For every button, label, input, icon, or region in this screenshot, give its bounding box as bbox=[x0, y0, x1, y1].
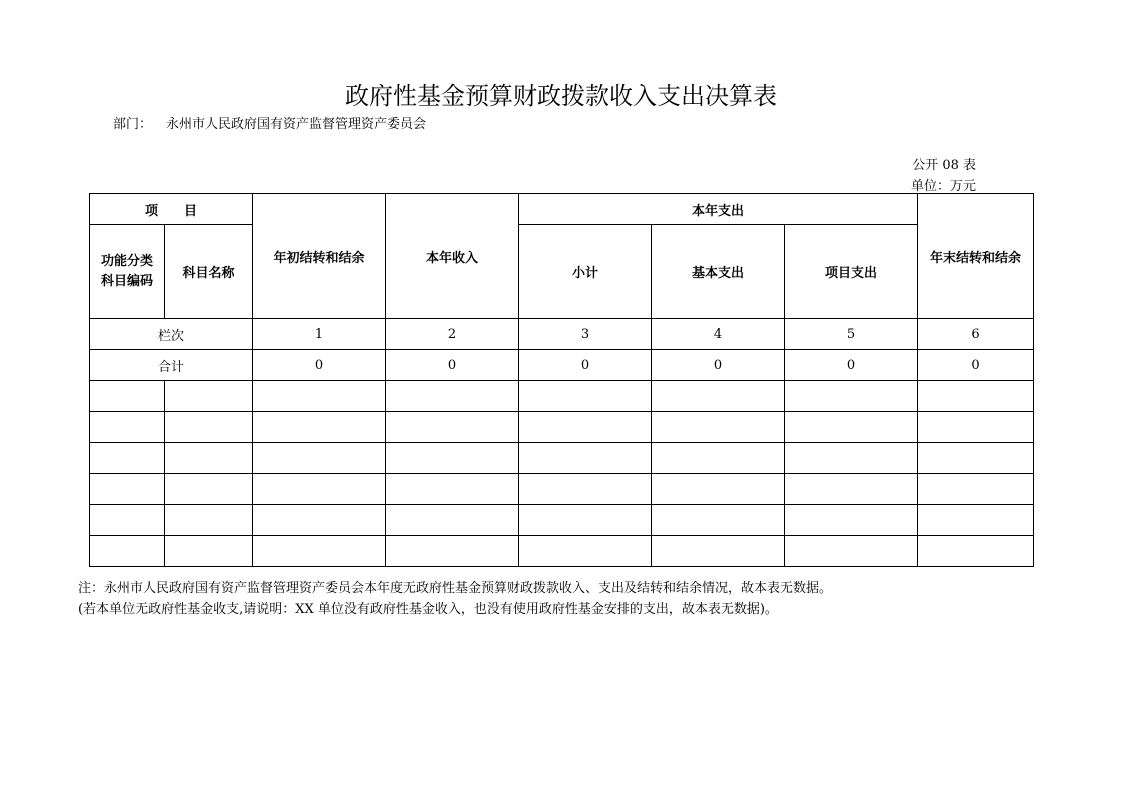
empty-cell bbox=[90, 536, 165, 567]
total-label: 合计 bbox=[90, 350, 253, 381]
page-title: 政府性基金预算财政拨款收入支出决算表 bbox=[345, 82, 777, 110]
empty-cell bbox=[386, 536, 519, 567]
department-label: 部门： bbox=[113, 117, 153, 132]
column-index-cell: 6 bbox=[918, 319, 1034, 350]
form-code: 公开 08 表 bbox=[912, 158, 976, 173]
empty-cell bbox=[386, 381, 519, 412]
empty-cell bbox=[165, 536, 253, 567]
empty-cell bbox=[918, 381, 1034, 412]
empty-cell bbox=[386, 505, 519, 536]
budget-table bbox=[89, 193, 1034, 567]
empty-cell bbox=[918, 505, 1034, 536]
column-index-cell: 3 bbox=[519, 319, 652, 350]
department-name: 永州市人民政府国有资产监督管理资产委员会 bbox=[166, 117, 427, 132]
empty-cell bbox=[386, 443, 519, 474]
empty-row bbox=[90, 381, 1034, 412]
empty-cell bbox=[785, 412, 918, 443]
empty-cell bbox=[918, 536, 1034, 567]
header-basic-expense: 基本支出 bbox=[652, 225, 785, 319]
header-func-code bbox=[90, 225, 165, 319]
header-subject-name: 科目名称 bbox=[165, 225, 253, 319]
empty-cell bbox=[519, 443, 652, 474]
header-func-code-line1: 功能分类 bbox=[100, 253, 153, 269]
header-func-code-line2: 科目编码 bbox=[100, 273, 153, 289]
empty-cell bbox=[519, 474, 652, 505]
empty-cell bbox=[652, 443, 785, 474]
empty-cell bbox=[165, 505, 253, 536]
column-index-cell: 5 bbox=[785, 319, 918, 350]
empty-cell bbox=[90, 381, 165, 412]
empty-cell bbox=[386, 412, 519, 443]
header-closing-balance: 年末结转和结余 bbox=[918, 194, 1034, 319]
empty-cell bbox=[90, 443, 165, 474]
column-index-cell: 4 bbox=[652, 319, 785, 350]
empty-cell bbox=[785, 536, 918, 567]
empty-cell bbox=[253, 412, 386, 443]
empty-cell bbox=[785, 474, 918, 505]
empty-cell bbox=[918, 412, 1034, 443]
empty-cell bbox=[165, 443, 253, 474]
header-row-1 bbox=[90, 194, 1034, 225]
empty-cell bbox=[90, 474, 165, 505]
unit-label: 单位：万元 bbox=[910, 179, 976, 194]
header-row-2 bbox=[90, 225, 1034, 319]
header-current-expense: 本年支出 bbox=[519, 194, 918, 225]
empty-cell bbox=[253, 443, 386, 474]
header-opening-balance: 年初结转和结余 bbox=[253, 194, 386, 319]
empty-cell bbox=[918, 474, 1034, 505]
empty-cell bbox=[253, 536, 386, 567]
total-cell: 0 bbox=[918, 350, 1034, 381]
empty-cell bbox=[652, 412, 785, 443]
empty-cell bbox=[519, 381, 652, 412]
empty-cell bbox=[519, 505, 652, 536]
column-index-label: 栏次 bbox=[90, 319, 253, 350]
column-index-row bbox=[90, 319, 1034, 350]
empty-cell bbox=[253, 474, 386, 505]
total-cell: 0 bbox=[253, 350, 386, 381]
empty-cell bbox=[918, 443, 1034, 474]
total-row bbox=[90, 350, 1034, 381]
empty-cell bbox=[652, 381, 785, 412]
empty-row bbox=[90, 536, 1034, 567]
empty-row bbox=[90, 505, 1034, 536]
empty-cell bbox=[785, 443, 918, 474]
empty-cell bbox=[165, 474, 253, 505]
empty-cell bbox=[90, 505, 165, 536]
empty-cell bbox=[253, 381, 386, 412]
column-index-cell: 2 bbox=[386, 319, 519, 350]
total-cell: 0 bbox=[652, 350, 785, 381]
empty-cell bbox=[652, 474, 785, 505]
note-line-1: 注：永州市人民政府国有资产监督管理资产委员会本年度无政府性基金预算财政拨款收入、支出及结转和结余情况，故本表无数据。 bbox=[78, 581, 833, 596]
empty-cell bbox=[90, 412, 165, 443]
empty-cell bbox=[165, 381, 253, 412]
empty-cell bbox=[785, 381, 918, 412]
note-line-2: (若本单位无政府性基金收支,请说明：XX 单位没有政府性基金收入，也没有使用政府性基金安排的支出，故本表无数据)。 bbox=[78, 602, 778, 617]
empty-cell bbox=[519, 536, 652, 567]
total-cell: 0 bbox=[785, 350, 918, 381]
department-line bbox=[113, 113, 426, 132]
empty-row bbox=[90, 443, 1034, 474]
empty-cell bbox=[386, 474, 519, 505]
column-index-cell: 1 bbox=[253, 319, 386, 350]
header-project-expense: 项目支出 bbox=[785, 225, 918, 319]
total-cell: 0 bbox=[519, 350, 652, 381]
empty-row bbox=[90, 474, 1034, 505]
empty-cell bbox=[652, 505, 785, 536]
header-subtotal: 小计 bbox=[519, 225, 652, 319]
header-current-income: 本年收入 bbox=[386, 194, 519, 319]
empty-cell bbox=[253, 505, 386, 536]
empty-cell bbox=[519, 412, 652, 443]
empty-cell bbox=[652, 536, 785, 567]
header-item: 项 目 bbox=[90, 194, 253, 225]
empty-cell bbox=[785, 505, 918, 536]
total-cell: 0 bbox=[386, 350, 519, 381]
empty-cell bbox=[165, 412, 253, 443]
empty-row bbox=[90, 412, 1034, 443]
